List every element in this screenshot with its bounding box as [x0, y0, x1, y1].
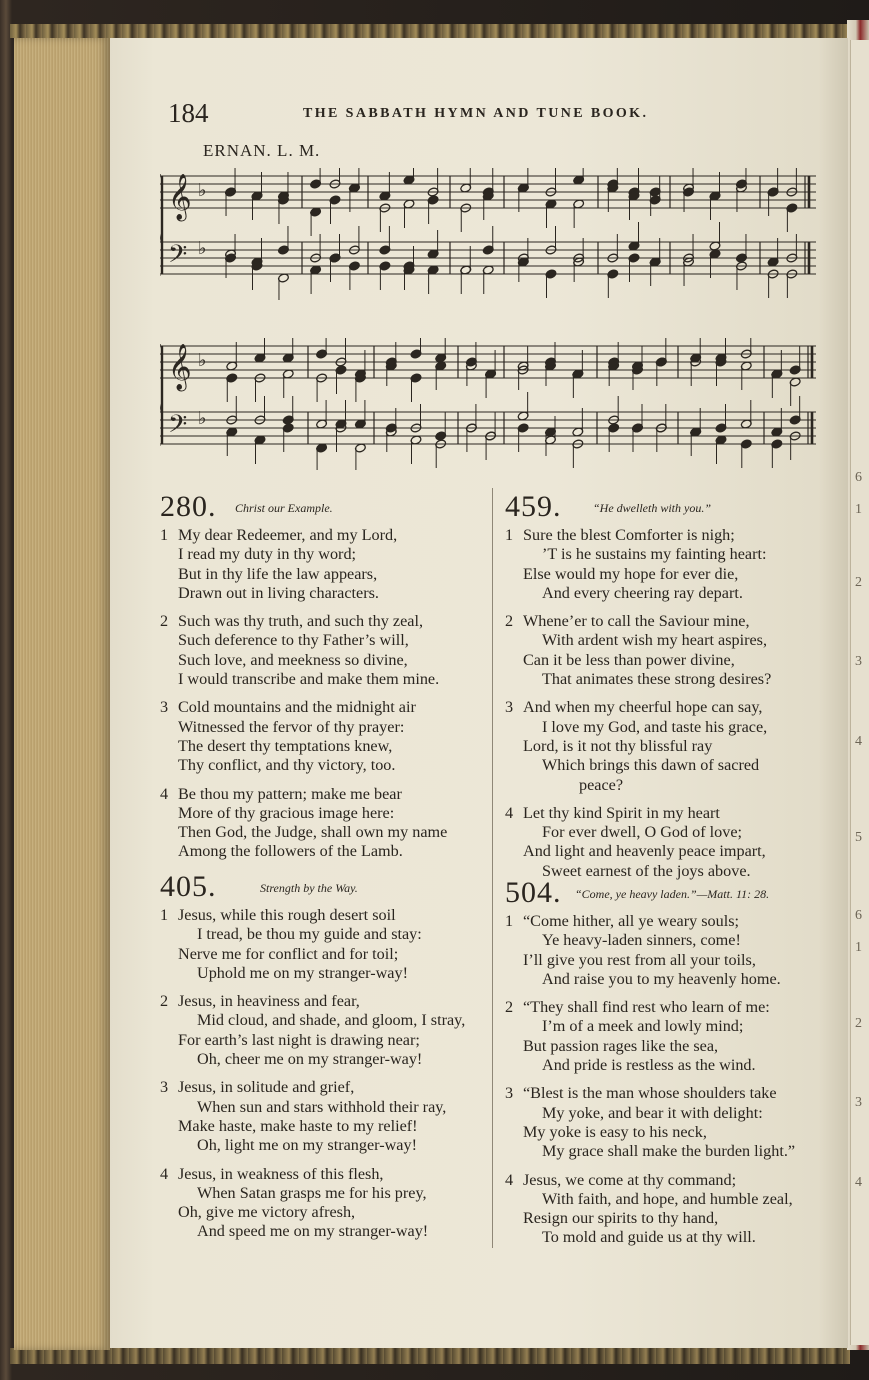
verse-text: I would transcribe and make them mine. [178, 670, 440, 689]
stanza-number [160, 964, 178, 983]
verse-text: I read my duty in thy word; [178, 545, 357, 564]
verse-text: Oh, cheer me on my stranger-way! [197, 1050, 423, 1069]
stanza-number [505, 651, 523, 670]
hymn-459 [505, 490, 825, 881]
verse-text: Among the followers of the Lamb. [178, 842, 403, 861]
verse-line [160, 945, 490, 964]
verse-line [505, 651, 825, 670]
stanza [160, 1165, 490, 1242]
stanza-number: 2 [505, 612, 514, 631]
svg-text:♭: ♭ [198, 238, 207, 259]
stanza-number [505, 1104, 523, 1123]
verse-text: Thy conflict, and thy victory, too. [178, 756, 396, 775]
stanza-number [160, 1184, 178, 1203]
tune-title: ERNAN. L. M. [203, 141, 321, 160]
verse-text: I love my God, and taste his grace, [542, 717, 768, 736]
left-column [160, 490, 490, 1241]
verse-line [505, 584, 825, 603]
verse-line [160, 1203, 490, 1222]
verse-line [160, 906, 490, 925]
verse-text: When Satan grasps me for his prey, [197, 1183, 427, 1202]
verse-text: Jesus, while this rough desert soil [178, 906, 396, 924]
right-column [505, 490, 825, 1247]
verse-text: Oh, give me victory afresh, [178, 1203, 356, 1222]
svg-text:𝄢: 𝄢 [168, 410, 188, 445]
stanza-number: 1 [160, 526, 169, 544]
verse-line [505, 912, 825, 931]
verse-line [505, 1123, 825, 1142]
hymn-number: 459. [505, 490, 562, 523]
page-edges [14, 38, 110, 1350]
stanza [505, 1084, 825, 1161]
hymn-heading [505, 490, 825, 526]
verse-line [160, 651, 490, 670]
verse-line [505, 526, 825, 545]
verse-text: I’m of a meek and lowly mind; [542, 1017, 744, 1036]
verse-line [505, 1056, 825, 1075]
verse-text: With faith, and hope, and humble zeal, [542, 1189, 793, 1208]
stanza-number [505, 718, 523, 737]
svg-text:♭: ♭ [198, 350, 207, 371]
stanza-number [160, 823, 178, 842]
verse-text: And pride is restless as the wind. [542, 1056, 756, 1075]
hymn-caption: Strength by the Way. [260, 881, 358, 895]
stanza-number [505, 756, 523, 775]
hymn-caption: “Come, ye heavy laden.”—Matt. 11: 28. [575, 887, 770, 901]
svg-text:𝄞: 𝄞 [168, 174, 192, 220]
svg-text:♭: ♭ [198, 408, 207, 429]
verse-line [505, 951, 825, 970]
verse-line [505, 1209, 825, 1228]
verse-text: Uphold me on my stranger-way! [197, 963, 408, 982]
verse-line [505, 970, 825, 989]
verse-line [160, 842, 490, 861]
stanza-number [505, 970, 523, 989]
stanza [160, 906, 490, 983]
verse-line [505, 776, 825, 795]
verse-text: And speed me on my stranger-way! [197, 1222, 429, 1241]
verse-text: Such love, and meekness so divine, [178, 650, 408, 669]
verse-line [505, 545, 825, 564]
hymn-number: 405. [160, 870, 217, 903]
verse-line [160, 1184, 490, 1203]
verse-line [505, 737, 825, 756]
stanza-number [160, 925, 178, 944]
stanza-number [505, 842, 523, 861]
verse-line [160, 1031, 490, 1050]
verse-line [505, 1190, 825, 1209]
verse-text: Sweet earnest of the joys above. [542, 861, 751, 880]
stanza-number: 3 [505, 1084, 514, 1103]
verse-text: “Blest is the man whose shoulders take [523, 1084, 777, 1103]
verse-text: Drawn out in living characters. [178, 583, 379, 602]
verse-text: My yoke is easy to his neck, [523, 1122, 707, 1141]
stanza-number: 4 [505, 1170, 514, 1189]
hymn-heading [160, 490, 490, 526]
verse-text: My grace shall make the burden light.” [542, 1142, 796, 1161]
verse-text: Oh, light me on my stranger-way! [197, 1136, 417, 1155]
stanza-number [505, 545, 523, 564]
verse-text: Then God, the Judge, shall own my name [178, 823, 448, 842]
verse-text: “Come hither, all ye weary souls; [523, 912, 740, 930]
verse-line [160, 804, 490, 823]
verse-line [505, 565, 825, 584]
stanza-number [160, 651, 178, 670]
verse-line [505, 756, 825, 775]
verse-text: Jesus, in solitude and grief, [178, 1078, 355, 1097]
stanza-number [160, 1136, 178, 1155]
column-divider [492, 488, 493, 1248]
verse-text: The desert thy temptations knew, [178, 736, 393, 755]
stanza-number [505, 951, 523, 970]
hymn-280 [160, 490, 490, 862]
gilt-edge-top [10, 24, 850, 38]
verse-text: Jesus, we come at thy command; [523, 1170, 737, 1189]
verse-text: Cold mountains and the midnight air [178, 698, 416, 717]
verse-text: Make haste, make haste to my relief! [178, 1116, 418, 1135]
stanza-number [160, 670, 178, 689]
verse-line [505, 612, 825, 631]
stanza-number [160, 737, 178, 756]
stanza-number [160, 718, 178, 737]
stanza-number [160, 631, 178, 650]
stanza-number: 1 [160, 906, 169, 924]
verse-text: When sun and stars withhold their ray, [197, 1097, 447, 1116]
stanza-number [505, 1190, 523, 1209]
verse-line [505, 1037, 825, 1056]
page-number: 184 [168, 98, 209, 128]
stanza [505, 998, 825, 1075]
stanza-number [505, 823, 523, 842]
verse-line [505, 1104, 825, 1123]
verse-line [160, 565, 490, 584]
verse-text: And every cheering ray depart. [542, 583, 743, 602]
verse-text: Which brings this dawn of sacred [542, 756, 760, 775]
verse-line [505, 998, 825, 1017]
verse-text: Jesus, in heaviness and fear, [178, 992, 360, 1011]
verse-line [505, 823, 825, 842]
verse-line [160, 992, 490, 1011]
stanza [505, 804, 825, 881]
verse-text: Lord, is it not thy blissful ray [523, 736, 713, 755]
verse-text: Can it be less than power divine, [523, 650, 735, 669]
verse-line [160, 698, 490, 717]
hymn-number: 504. [505, 876, 562, 909]
verse-text: Nerve me for conflict and for toil; [178, 944, 399, 963]
verse-text: Sure the blest Comforter is nigh; [523, 526, 735, 544]
stanza-number: 4 [160, 784, 169, 803]
svg-text:𝄢: 𝄢 [168, 240, 188, 275]
stanza-number [160, 756, 178, 775]
verse-line [160, 670, 490, 689]
stanza-number: 1 [505, 912, 514, 930]
verse-text: peace? [579, 775, 624, 794]
verse-text: “They shall find rest who learn of me: [523, 998, 770, 1017]
hymn-405 [160, 870, 490, 1251]
stanza-number [505, 1142, 523, 1161]
verse-line [160, 584, 490, 603]
verse-line [160, 1011, 490, 1030]
stanza-number [160, 804, 178, 823]
verse-text: But in thy life the law appears, [178, 564, 378, 583]
hymn-caption: “He dwelleth with you.” [593, 501, 711, 515]
stanza-number [160, 545, 178, 564]
stanza-number: 3 [505, 698, 514, 717]
verse-line [160, 1050, 490, 1069]
verse-line [160, 756, 490, 775]
stanza [505, 1171, 825, 1248]
stanza-number [505, 1037, 523, 1056]
hymn-heading [505, 876, 825, 912]
music-score-system-1 [160, 168, 820, 300]
stanza-number [505, 631, 523, 650]
stanza-number: 1 [505, 526, 514, 544]
verse-text: To mold and guide us at thy will. [542, 1228, 756, 1247]
stanza [160, 526, 490, 603]
stanza-number [160, 1222, 178, 1241]
verse-line [160, 737, 490, 756]
verse-line [160, 925, 490, 944]
stanza-number [505, 670, 523, 689]
stanza-number: 2 [160, 612, 169, 631]
hymn-number: 280. [160, 490, 217, 523]
stanza [505, 526, 825, 603]
stanza-number [505, 584, 523, 603]
verse-text: And when my cheerful hope can say, [523, 698, 763, 717]
stanza [505, 698, 825, 794]
stanza [505, 612, 825, 689]
stanza-number [505, 737, 523, 756]
verse-line [505, 804, 825, 823]
verse-line [505, 1228, 825, 1247]
verse-text: Jesus, in weakness of this flesh, [178, 1164, 384, 1183]
verse-line [505, 1084, 825, 1103]
verse-text: ’T is he sustains my fainting heart: [542, 545, 767, 564]
verse-line [505, 670, 825, 689]
stanza-number: 4 [505, 803, 514, 822]
stanza-number [160, 1011, 178, 1030]
stanza-number [505, 776, 523, 795]
verse-line [160, 631, 490, 650]
stanza-number [160, 584, 178, 603]
verse-line [505, 1171, 825, 1190]
stanza-number [505, 1017, 523, 1036]
svg-text:♭: ♭ [198, 180, 207, 201]
verse-text: Witnessed the fervor of thy prayer: [178, 717, 405, 736]
verse-text: I’ll give you rest from all your toils, [523, 950, 756, 969]
verse-line [160, 526, 490, 545]
verse-text: That animates these strong desires? [542, 670, 772, 689]
stanza-number [505, 1056, 523, 1075]
verse-text: And light and heavenly peace impart, [523, 842, 766, 861]
hymn-heading [160, 870, 490, 906]
hymn-caption: Christ our Example. [235, 501, 333, 515]
stanza [160, 992, 490, 1069]
stanza-number: 4 [160, 1164, 169, 1183]
music-score-system-2 [160, 338, 820, 470]
verse-text: With ardent wish my heart aspires, [542, 631, 768, 650]
stanza-number [505, 1123, 523, 1142]
stanza-number [160, 1098, 178, 1117]
stanza [505, 912, 825, 989]
verse-line [160, 964, 490, 983]
verse-text: Be thou my pattern; make me bear [178, 784, 402, 803]
verse-line [505, 718, 825, 737]
stanza-number: 2 [505, 998, 514, 1017]
stanza-number: 3 [160, 698, 169, 717]
stanza [160, 785, 490, 862]
stanza [160, 612, 490, 689]
verse-text: For earth’s last night is drawing near; [178, 1030, 420, 1049]
verse-text: My dear Redeemer, and my Lord, [178, 526, 398, 544]
verse-line [160, 1098, 490, 1117]
running-head: THE SABBATH HYMN AND TUNE BOOK. [303, 106, 649, 121]
verse-line [505, 698, 825, 717]
stanza-number [505, 931, 523, 950]
stanza [160, 698, 490, 775]
hymn-504 [505, 876, 825, 1257]
svg-text:𝄞: 𝄞 [168, 344, 192, 390]
verse-line [160, 718, 490, 737]
stanza-number [160, 565, 178, 584]
stanza [160, 1078, 490, 1155]
stanza-number [505, 1209, 523, 1228]
stanza-number [505, 1228, 523, 1247]
verse-text: For ever dwell, O God of love; [542, 823, 743, 842]
verse-line [505, 631, 825, 650]
verse-text: My yoke, and bear it with delight: [542, 1103, 763, 1122]
verse-text: But passion rages like the sea, [523, 1036, 719, 1055]
verse-text: Such was thy truth, and such thy zeal, [178, 612, 424, 631]
verse-line [160, 1136, 490, 1155]
stanza-number [505, 565, 523, 584]
verse-line [160, 1117, 490, 1136]
page-header [168, 98, 688, 132]
stanza-number [160, 1117, 178, 1136]
facing-page-edge: 6 1 2 3 4 5 6 1 2 3 4 [850, 40, 869, 1345]
verse-line [160, 612, 490, 631]
verse-text: Such deference to thy Father’s will, [178, 631, 409, 650]
verse-line [505, 1017, 825, 1036]
stanza-number [160, 842, 178, 861]
verse-text: Resign our spirits to thy hand, [523, 1209, 719, 1228]
gilt-edge-bottom [10, 1348, 850, 1364]
stanza-number [160, 1050, 178, 1069]
verse-text: More of thy gracious image here: [178, 803, 395, 822]
verse-text: And raise you to my heavenly home. [542, 969, 781, 988]
verse-text: Whene’er to call the Saviour mine, [523, 612, 750, 631]
verse-line [160, 1165, 490, 1184]
stanza-number [160, 1203, 178, 1222]
stanza-number [160, 945, 178, 964]
stanza-number: 3 [160, 1078, 169, 1097]
verse-text: I tread, be thou my guide and stay: [197, 925, 422, 944]
verse-line [160, 1222, 490, 1241]
verse-line [160, 545, 490, 564]
verse-text: Ye heavy-laden sinners, come! [542, 931, 741, 950]
verse-line [160, 823, 490, 842]
verse-text: Let thy kind Spirit in my heart [523, 803, 720, 822]
verse-line [160, 785, 490, 804]
stanza-number [160, 1031, 178, 1050]
verse-text: Mid cloud, and shade, and gloom, I stray, [197, 1011, 466, 1030]
verse-line [505, 931, 825, 950]
verse-text: Else would my hope for ever die, [523, 564, 739, 583]
verse-line [160, 1078, 490, 1097]
verse-line [505, 842, 825, 861]
verse-line [505, 1142, 825, 1161]
stanza-number: 2 [160, 992, 169, 1011]
